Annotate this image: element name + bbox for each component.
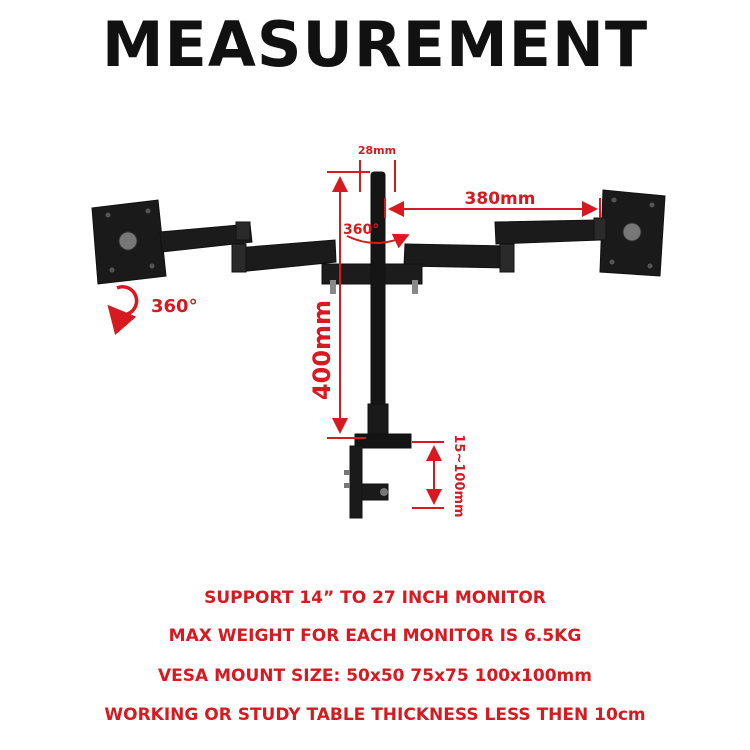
arm-rotation-label: 360°	[343, 222, 380, 238]
clamp-range-label: 15~100mm	[451, 434, 466, 518]
head-rotation-label: 360°	[151, 296, 198, 317]
clamp-range-dimension	[412, 442, 444, 508]
left-vesa-plate	[92, 200, 166, 284]
spec-line-max-weight: MAX WEIGHT FOR EACH MONITOR IS 6.5KG	[168, 626, 582, 646]
arm-length-label: 380mm	[464, 189, 536, 209]
spec-line-table-thickness: WORKING OR STUDY TABLE THICKNESS LESS THEN 10cm	[104, 705, 646, 725]
pole-height-label: 400mm	[308, 299, 336, 401]
desk-clamp	[344, 434, 411, 518]
pole-width-label: 28mm	[357, 144, 397, 157]
page-title: MEASUREMENT	[101, 8, 649, 81]
right-vesa-plate	[600, 190, 665, 276]
spec-line-monitor-size: SUPPORT 14” TO 27 INCH MONITOR	[204, 588, 546, 608]
left-arm	[160, 222, 336, 272]
spec-line-vesa-size: VESA MOUNT SIZE: 50x50 75x75 100x100mm	[158, 666, 592, 686]
rotation-icon	[112, 287, 137, 315]
right-arm	[404, 218, 606, 272]
